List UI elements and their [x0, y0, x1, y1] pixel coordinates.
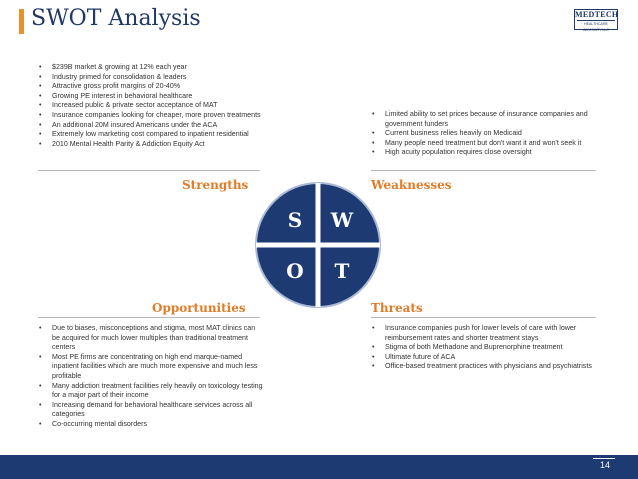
- swot-letter-t: T: [334, 259, 350, 283]
- threats-divider: [371, 317, 596, 318]
- opportunities-item: • Many addiction treatment facilities rely heavily on toxicology testing for a major part of their income: [38, 382, 263, 401]
- threats-list: [371, 324, 596, 372]
- opportunities-item: • Co-occurring mental disorders: [38, 420, 263, 430]
- swot-letter-s: S: [287, 208, 303, 232]
- strengths-item: • Industry primed for consolidation & leaders: [38, 73, 263, 83]
- strengths-item: • Extremely low marketing cost compared to inpatient residential: [38, 130, 263, 140]
- page-number: 14: [599, 460, 610, 470]
- strengths-item: • Growing PE interest in behavioral healthcare: [38, 92, 263, 102]
- page-title: SWOT Analysis: [31, 6, 201, 31]
- threats-item: • Stigma of both Methadone and Buprenorphine treatment: [371, 343, 596, 353]
- swot-letter-o: O: [286, 259, 304, 283]
- opportunities-list: [38, 324, 263, 430]
- swot-letter-w: W: [330, 208, 354, 232]
- logo-sub-text: HEALTHCARE ADVISORY LLC: [577, 20, 615, 33]
- opportunities-item: • Increasing demand for behavioral healthcare services across all categories: [38, 401, 263, 420]
- strengths-item: • Insurance companies looking for cheaper, more proven treatments: [38, 111, 263, 121]
- strengths-item: • Increased public & private sector acceptance of MAT: [38, 101, 263, 111]
- opportunities-heading: Opportunities: [152, 301, 246, 315]
- threats-item: • Ultimate future of ACA: [371, 353, 596, 363]
- strengths-item: • An additional 20M insured Americans under the ACA: [38, 121, 263, 131]
- opportunities-item: • Due to biases, misconceptions and stigma, most MAT clinics can be acquired for much lower multiples than traditional treatment centers: [38, 324, 263, 353]
- weaknesses-heading: Weaknesses: [371, 178, 452, 192]
- weaknesses-item: • Current business relies heavily on Medicaid: [371, 129, 596, 139]
- opportunities-divider: [38, 317, 260, 318]
- opportunities-item: • Most PE firms are concentrating on high end marque-named inpatient facilities which are much more expensive and much less profitable: [38, 353, 263, 382]
- page-number-rule: [593, 458, 615, 459]
- strengths-item: • $239B market & growing at 12% each year: [38, 63, 263, 73]
- weaknesses-item: • Limited ability to set prices because of insurance companies and government funders: [371, 110, 596, 129]
- threats-item: • Insurance companies push for lower levels of care with lower reimbursement rates and shorter treatment stays: [371, 324, 596, 343]
- weaknesses-item: • Many people need treatment but don't want it and won't seek it: [371, 139, 596, 149]
- logo-main-text: MEDTECH: [575, 10, 619, 19]
- strengths-item: • 2010 Mental Health Parity & Addiction Equity Act: [38, 140, 263, 150]
- footer-bar: [0, 455, 638, 479]
- threats-item: • Office-based treatment practices with physicians and psychiatrists: [371, 362, 596, 372]
- strengths-item: • Attractive gross profit margins of 20-40%: [38, 82, 263, 92]
- strengths-heading: Strengths: [182, 178, 249, 192]
- threats-heading: Threats: [371, 301, 423, 315]
- weaknesses-item: • High acuity population requires close oversight: [371, 148, 596, 158]
